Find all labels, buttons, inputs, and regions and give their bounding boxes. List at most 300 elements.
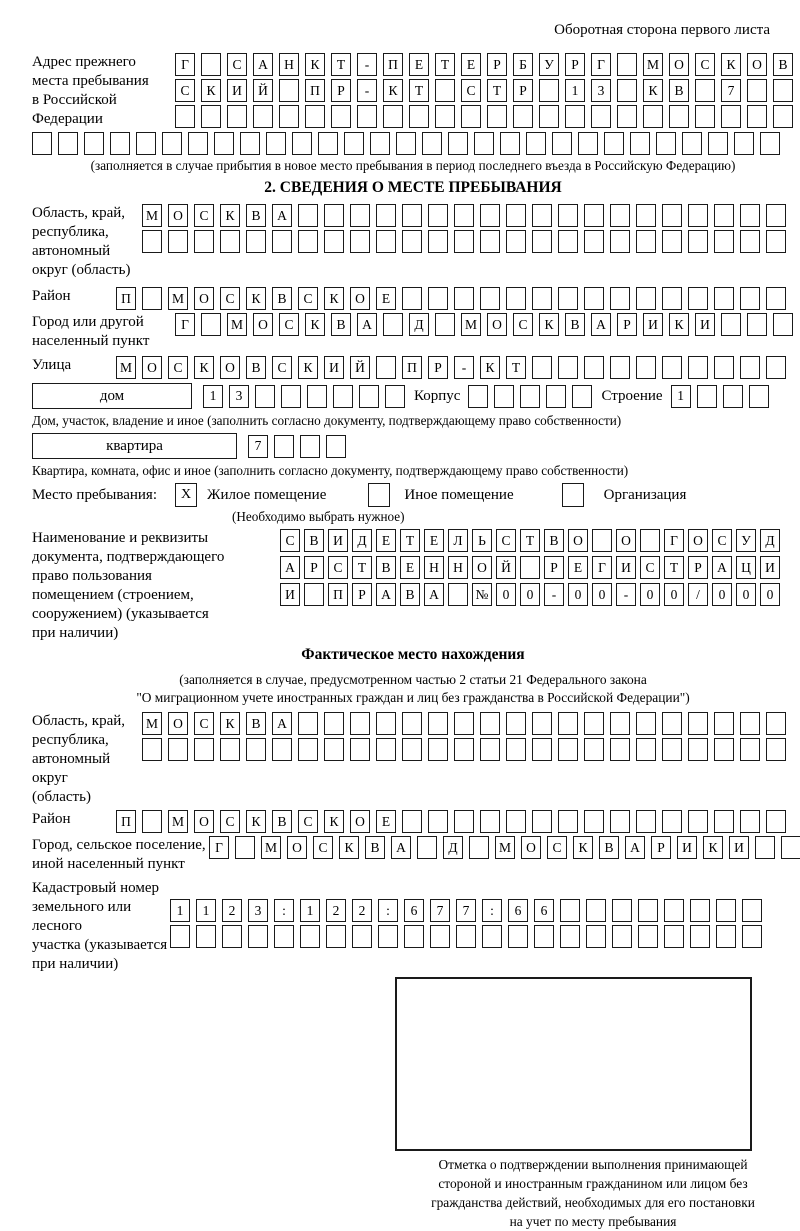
char-cell[interactable]: 7 — [248, 435, 268, 458]
char-cell[interactable]: К — [194, 356, 214, 379]
char-cell[interactable] — [610, 810, 630, 833]
char-cell[interactable] — [383, 105, 403, 128]
char-cell[interactable]: С — [272, 356, 292, 379]
char-cell[interactable] — [584, 287, 604, 310]
char-cell[interactable]: 0 — [712, 583, 732, 606]
char-cell[interactable] — [508, 925, 528, 948]
char-cell[interactable] — [350, 230, 370, 253]
char-cell[interactable] — [376, 356, 396, 379]
char-cell[interactable]: Е — [409, 53, 429, 76]
char-cell[interactable]: К — [721, 53, 741, 76]
char-cell[interactable]: И — [677, 836, 697, 859]
char-cell[interactable] — [32, 132, 52, 155]
char-cell[interactable]: Т — [506, 356, 526, 379]
char-cell[interactable] — [383, 313, 403, 336]
char-cell[interactable] — [272, 230, 292, 253]
char-cell[interactable]: К — [539, 313, 559, 336]
char-cell[interactable] — [142, 287, 162, 310]
char-cell[interactable] — [714, 712, 734, 735]
char-cell[interactable]: Р — [688, 556, 708, 579]
char-cell[interactable] — [402, 712, 422, 735]
char-cell[interactable] — [468, 385, 488, 408]
char-cell[interactable]: Г — [175, 53, 195, 76]
char-cell[interactable]: С — [298, 287, 318, 310]
checkbox-organizaciya[interactable] — [562, 483, 584, 507]
char-cell[interactable] — [688, 738, 708, 761]
char-cell[interactable]: С — [640, 556, 660, 579]
char-cell[interactable] — [552, 132, 572, 155]
char-cell[interactable] — [376, 204, 396, 227]
char-cell[interactable] — [636, 810, 656, 833]
char-cell[interactable]: А — [424, 583, 444, 606]
char-cell[interactable]: А — [253, 53, 273, 76]
char-cell[interactable]: А — [376, 583, 396, 606]
char-cell[interactable]: Г — [209, 836, 229, 859]
char-cell[interactable]: У — [539, 53, 559, 76]
char-cell[interactable] — [781, 836, 800, 859]
char-cell[interactable]: Е — [461, 53, 481, 76]
char-cell[interactable]: В — [365, 836, 385, 859]
char-cell[interactable]: - — [616, 583, 636, 606]
char-cell[interactable] — [662, 738, 682, 761]
char-cell[interactable] — [454, 738, 474, 761]
char-cell[interactable]: О — [287, 836, 307, 859]
char-cell[interactable] — [298, 712, 318, 735]
char-cell[interactable]: И — [729, 836, 749, 859]
char-cell[interactable]: Р — [331, 79, 351, 102]
char-cell[interactable]: С — [461, 79, 481, 102]
char-cell[interactable] — [506, 712, 526, 735]
char-cell[interactable] — [168, 230, 188, 253]
char-cell[interactable] — [636, 738, 656, 761]
char-cell[interactable]: М — [168, 287, 188, 310]
char-cell[interactable]: 0 — [664, 583, 684, 606]
char-cell[interactable] — [331, 105, 351, 128]
char-cell[interactable]: П — [305, 79, 325, 102]
char-cell[interactable]: Е — [568, 556, 588, 579]
char-cell[interactable] — [742, 925, 762, 948]
char-cell[interactable] — [662, 287, 682, 310]
char-cell[interactable] — [324, 712, 344, 735]
char-cell[interactable] — [402, 287, 422, 310]
char-cell[interactable]: С — [313, 836, 333, 859]
char-cell[interactable] — [638, 925, 658, 948]
char-cell[interactable] — [428, 204, 448, 227]
char-cell[interactable] — [370, 132, 390, 155]
char-cell[interactable] — [344, 132, 364, 155]
char-cell[interactable]: М — [461, 313, 481, 336]
char-cell[interactable] — [430, 925, 450, 948]
char-cell[interactable] — [688, 712, 708, 735]
char-cell[interactable]: С — [194, 712, 214, 735]
char-cell[interactable] — [201, 53, 221, 76]
char-cell[interactable] — [194, 230, 214, 253]
char-cell[interactable]: 0 — [760, 583, 780, 606]
char-cell[interactable] — [714, 230, 734, 253]
char-cell[interactable] — [448, 132, 468, 155]
char-cell[interactable] — [592, 529, 612, 552]
char-cell[interactable] — [714, 810, 734, 833]
char-cell[interactable]: О — [521, 836, 541, 859]
char-cell[interactable]: С — [194, 204, 214, 227]
char-cell[interactable]: 1 — [300, 899, 320, 922]
char-cell[interactable] — [749, 385, 769, 408]
char-cell[interactable] — [376, 712, 396, 735]
char-cell[interactable] — [487, 105, 507, 128]
char-cell[interactable]: К — [246, 810, 266, 833]
char-cell[interactable] — [513, 105, 533, 128]
char-cell[interactable]: 0 — [568, 583, 588, 606]
char-cell[interactable] — [584, 204, 604, 227]
char-cell[interactable] — [376, 230, 396, 253]
char-cell[interactable] — [461, 105, 481, 128]
char-cell[interactable]: Р — [304, 556, 324, 579]
char-cell[interactable] — [246, 230, 266, 253]
char-cell[interactable] — [201, 313, 221, 336]
char-cell[interactable] — [740, 356, 760, 379]
char-cell[interactable]: В — [272, 810, 292, 833]
char-cell[interactable]: И — [643, 313, 663, 336]
char-cell[interactable]: Е — [376, 287, 396, 310]
char-cell[interactable]: Ц — [736, 556, 756, 579]
char-cell[interactable]: 7 — [430, 899, 450, 922]
char-cell[interactable] — [266, 132, 286, 155]
char-cell[interactable] — [520, 556, 540, 579]
char-cell[interactable]: В — [565, 313, 585, 336]
char-cell[interactable] — [359, 385, 379, 408]
char-cell[interactable] — [402, 810, 422, 833]
char-cell[interactable] — [690, 925, 710, 948]
char-cell[interactable]: 1 — [565, 79, 585, 102]
char-cell[interactable] — [435, 313, 455, 336]
char-cell[interactable]: Р — [651, 836, 671, 859]
char-cell[interactable] — [636, 356, 656, 379]
char-cell[interactable]: С — [227, 53, 247, 76]
char-cell[interactable]: И — [280, 583, 300, 606]
char-cell[interactable] — [636, 712, 656, 735]
char-cell[interactable]: К — [383, 79, 403, 102]
char-cell[interactable] — [248, 925, 268, 948]
char-cell[interactable]: О — [168, 204, 188, 227]
char-cell[interactable] — [222, 925, 242, 948]
char-cell[interactable]: С — [547, 836, 567, 859]
char-cell[interactable]: Р — [513, 79, 533, 102]
char-cell[interactable] — [721, 105, 741, 128]
char-cell[interactable]: О — [350, 810, 370, 833]
char-cell[interactable]: М — [643, 53, 663, 76]
char-cell[interactable]: В — [400, 583, 420, 606]
char-cell[interactable]: В — [331, 313, 351, 336]
char-cell[interactable]: О — [350, 287, 370, 310]
char-cell[interactable] — [350, 204, 370, 227]
char-cell[interactable]: Г — [591, 53, 611, 76]
char-cell[interactable]: О — [220, 356, 240, 379]
char-cell[interactable]: В — [304, 529, 324, 552]
char-cell[interactable]: Т — [487, 79, 507, 102]
char-cell[interactable] — [714, 287, 734, 310]
char-cell[interactable] — [352, 925, 372, 948]
char-cell[interactable] — [560, 925, 580, 948]
char-cell[interactable] — [214, 132, 234, 155]
char-cell[interactable] — [454, 712, 474, 735]
char-cell[interactable] — [584, 738, 604, 761]
char-cell[interactable] — [740, 230, 760, 253]
char-cell[interactable] — [662, 204, 682, 227]
char-cell[interactable] — [402, 738, 422, 761]
char-cell[interactable]: А — [391, 836, 411, 859]
char-cell[interactable] — [326, 435, 346, 458]
char-cell[interactable] — [494, 385, 514, 408]
char-cell[interactable] — [298, 738, 318, 761]
char-cell[interactable] — [520, 385, 540, 408]
char-cell[interactable] — [766, 287, 786, 310]
char-cell[interactable] — [480, 230, 500, 253]
char-cell[interactable]: Д — [760, 529, 780, 552]
char-cell[interactable] — [643, 105, 663, 128]
char-cell[interactable]: М — [495, 836, 515, 859]
char-cell[interactable] — [253, 105, 273, 128]
char-cell[interactable] — [201, 105, 221, 128]
char-cell[interactable]: Г — [592, 556, 612, 579]
char-cell[interactable]: А — [357, 313, 377, 336]
char-cell[interactable]: О — [168, 712, 188, 735]
char-cell[interactable] — [357, 105, 377, 128]
char-cell[interactable]: Е — [400, 556, 420, 579]
char-cell[interactable]: 0 — [640, 583, 660, 606]
char-cell[interactable]: Д — [352, 529, 372, 552]
char-cell[interactable] — [688, 204, 708, 227]
char-cell[interactable]: М — [142, 204, 162, 227]
char-cell[interactable] — [480, 810, 500, 833]
char-cell[interactable]: 1 — [671, 385, 691, 408]
char-cell[interactable] — [714, 356, 734, 379]
char-cell[interactable]: С — [712, 529, 732, 552]
char-cell[interactable]: 0 — [520, 583, 540, 606]
char-cell[interactable] — [572, 385, 592, 408]
char-cell[interactable]: П — [402, 356, 422, 379]
char-cell[interactable]: А — [625, 836, 645, 859]
char-cell[interactable] — [766, 712, 786, 735]
char-cell[interactable]: В — [773, 53, 793, 76]
char-cell[interactable]: В — [599, 836, 619, 859]
char-cell[interactable] — [610, 712, 630, 735]
char-cell[interactable] — [740, 204, 760, 227]
char-cell[interactable] — [630, 132, 650, 155]
char-cell[interactable] — [586, 925, 606, 948]
char-cell[interactable]: : — [482, 899, 502, 922]
char-cell[interactable] — [456, 925, 476, 948]
char-cell[interactable] — [638, 899, 658, 922]
char-cell[interactable] — [662, 810, 682, 833]
char-cell[interactable] — [690, 899, 710, 922]
char-cell[interactable] — [539, 79, 559, 102]
char-cell[interactable]: П — [383, 53, 403, 76]
char-cell[interactable]: К — [643, 79, 663, 102]
char-cell[interactable] — [558, 712, 578, 735]
char-cell[interactable]: В — [246, 204, 266, 227]
char-cell[interactable] — [662, 230, 682, 253]
char-cell[interactable]: С — [220, 287, 240, 310]
char-cell[interactable] — [688, 230, 708, 253]
char-cell[interactable] — [766, 230, 786, 253]
char-cell[interactable]: Й — [496, 556, 516, 579]
char-cell[interactable] — [326, 925, 346, 948]
char-cell[interactable] — [220, 230, 240, 253]
char-cell[interactable]: О — [142, 356, 162, 379]
char-cell[interactable]: Д — [443, 836, 463, 859]
char-cell[interactable] — [281, 385, 301, 408]
char-cell[interactable] — [610, 204, 630, 227]
char-cell[interactable]: К — [324, 287, 344, 310]
char-cell[interactable] — [378, 925, 398, 948]
char-cell[interactable] — [422, 132, 442, 155]
char-cell[interactable]: Е — [424, 529, 444, 552]
char-cell[interactable] — [584, 810, 604, 833]
char-cell[interactable] — [604, 132, 624, 155]
char-cell[interactable]: С — [496, 529, 516, 552]
char-cell[interactable]: Н — [424, 556, 444, 579]
char-cell[interactable] — [617, 53, 637, 76]
char-cell[interactable]: В — [246, 712, 266, 735]
char-cell[interactable] — [591, 105, 611, 128]
char-cell[interactable]: 7 — [721, 79, 741, 102]
char-cell[interactable]: К — [201, 79, 221, 102]
char-cell[interactable]: П — [116, 287, 136, 310]
char-cell[interactable] — [162, 132, 182, 155]
char-cell[interactable]: 7 — [456, 899, 476, 922]
char-cell[interactable] — [578, 132, 598, 155]
char-cell[interactable]: Н — [279, 53, 299, 76]
char-cell[interactable] — [584, 230, 604, 253]
char-cell[interactable]: 1 — [170, 899, 190, 922]
char-cell[interactable] — [539, 105, 559, 128]
char-cell[interactable] — [747, 105, 767, 128]
char-cell[interactable]: Т — [664, 556, 684, 579]
char-cell[interactable]: О — [669, 53, 689, 76]
char-cell[interactable]: О — [472, 556, 492, 579]
char-cell[interactable]: Л — [448, 529, 468, 552]
char-cell[interactable]: - — [454, 356, 474, 379]
char-cell[interactable]: И — [695, 313, 715, 336]
char-cell[interactable]: Т — [331, 53, 351, 76]
char-cell[interactable]: О — [194, 810, 214, 833]
char-cell[interactable]: А — [272, 204, 292, 227]
char-cell[interactable]: А — [280, 556, 300, 579]
char-cell[interactable] — [532, 712, 552, 735]
char-cell[interactable]: 2 — [326, 899, 346, 922]
char-cell[interactable] — [274, 435, 294, 458]
char-cell[interactable]: К — [669, 313, 689, 336]
char-cell[interactable]: В — [544, 529, 564, 552]
char-cell[interactable] — [532, 810, 552, 833]
char-cell[interactable] — [235, 836, 255, 859]
char-cell[interactable] — [170, 925, 190, 948]
char-cell[interactable] — [695, 79, 715, 102]
char-cell[interactable] — [688, 356, 708, 379]
char-cell[interactable] — [558, 356, 578, 379]
char-cell[interactable] — [740, 287, 760, 310]
char-cell[interactable]: К — [246, 287, 266, 310]
char-cell[interactable]: Т — [435, 53, 455, 76]
char-cell[interactable] — [697, 385, 717, 408]
char-cell[interactable] — [664, 925, 684, 948]
char-cell[interactable]: И — [760, 556, 780, 579]
char-cell[interactable]: С — [695, 53, 715, 76]
char-cell[interactable] — [194, 738, 214, 761]
char-cell[interactable] — [716, 899, 736, 922]
char-cell[interactable] — [506, 230, 526, 253]
char-cell[interactable] — [480, 738, 500, 761]
char-cell[interactable] — [333, 385, 353, 408]
char-cell[interactable] — [740, 738, 760, 761]
char-cell[interactable]: Д — [409, 313, 429, 336]
char-cell[interactable]: Т — [400, 529, 420, 552]
char-cell[interactable] — [740, 712, 760, 735]
char-cell[interactable] — [565, 105, 585, 128]
char-cell[interactable]: А — [712, 556, 732, 579]
char-cell[interactable] — [482, 925, 502, 948]
char-cell[interactable]: О — [253, 313, 273, 336]
char-cell[interactable] — [682, 132, 702, 155]
char-cell[interactable]: О — [194, 287, 214, 310]
char-cell[interactable] — [506, 287, 526, 310]
char-cell[interactable] — [714, 738, 734, 761]
char-cell[interactable] — [350, 738, 370, 761]
char-cell[interactable]: О — [616, 529, 636, 552]
char-cell[interactable]: М — [116, 356, 136, 379]
char-cell[interactable] — [188, 132, 208, 155]
char-cell[interactable] — [766, 204, 786, 227]
char-cell[interactable] — [272, 738, 292, 761]
char-cell[interactable]: 3 — [591, 79, 611, 102]
char-cell[interactable] — [662, 712, 682, 735]
char-cell[interactable] — [220, 738, 240, 761]
char-cell[interactable] — [766, 810, 786, 833]
char-cell[interactable] — [402, 204, 422, 227]
char-cell[interactable]: К — [305, 53, 325, 76]
char-cell[interactable] — [506, 810, 526, 833]
char-cell[interactable] — [747, 313, 767, 336]
char-cell[interactable]: С — [175, 79, 195, 102]
char-cell[interactable]: С — [298, 810, 318, 833]
char-cell[interactable] — [558, 204, 578, 227]
char-cell[interactable] — [766, 738, 786, 761]
char-cell[interactable] — [84, 132, 104, 155]
char-cell[interactable] — [240, 132, 260, 155]
char-cell[interactable] — [300, 435, 320, 458]
char-cell[interactable]: Е — [376, 810, 396, 833]
char-cell[interactable] — [428, 287, 448, 310]
char-cell[interactable]: И — [616, 556, 636, 579]
char-cell[interactable] — [695, 105, 715, 128]
char-cell[interactable] — [110, 132, 130, 155]
char-cell[interactable]: М — [261, 836, 281, 859]
char-cell[interactable]: У — [736, 529, 756, 552]
char-cell[interactable] — [558, 230, 578, 253]
char-cell[interactable]: 0 — [736, 583, 756, 606]
char-cell[interactable]: Р — [352, 583, 372, 606]
char-cell[interactable]: Е — [376, 529, 396, 552]
char-cell[interactable]: 6 — [508, 899, 528, 922]
char-cell[interactable]: Й — [350, 356, 370, 379]
char-cell[interactable]: С — [280, 529, 300, 552]
char-cell[interactable]: 6 — [534, 899, 554, 922]
char-cell[interactable]: И — [227, 79, 247, 102]
char-cell[interactable] — [636, 287, 656, 310]
char-cell[interactable] — [168, 738, 188, 761]
house-type-box[interactable]: дом — [32, 383, 192, 409]
char-cell[interactable]: К — [573, 836, 593, 859]
